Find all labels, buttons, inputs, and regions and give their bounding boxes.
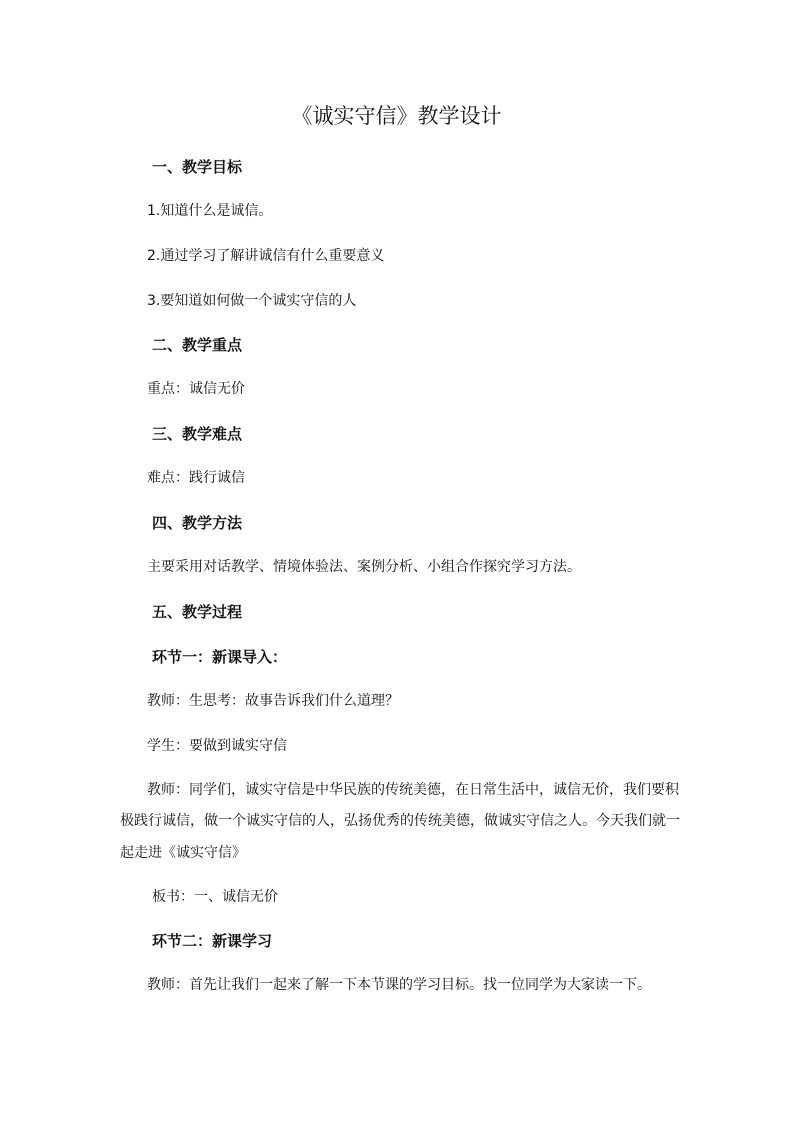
section-heading-methods: 四、教学方法 (152, 514, 243, 532)
goal-item-3: 3.要知道如何做一个诚实守信的人 (147, 293, 357, 309)
step2-teacher-text: 教师：首先让我们一起来了解一下本节课的学习目标。找一位同学为大家读一下。 (147, 977, 651, 993)
section-heading-key-points: 二、教学重点 (152, 336, 243, 354)
step1-heading: 环节一：新课导入： (152, 648, 288, 666)
document-title: 《诚实守信》教学设计 (291, 104, 502, 128)
section-heading-difficulties: 三、教学难点 (152, 425, 243, 443)
step1-teacher-para-line-1: 教师：同学们，诚实守信是中华民族的传统美德，在日常生活中，诚信无价，我们要积 (147, 782, 679, 798)
step1-teacher-question: 教师：生思考：故事告诉我们什么道理？ (147, 693, 399, 709)
section-heading-goals: 一、教学目标 (152, 158, 243, 176)
goal-item-2: 2.通过学习了解讲诚信有什么重要意义 (147, 248, 385, 264)
step1-board-note: 板书：一、诚信无价 (152, 889, 278, 905)
methods-text: 主要采用对话教学、情境体验法、案例分析、小组合作探究学习方法。 (147, 559, 581, 575)
difficulties-text: 难点：践行诚信 (147, 470, 245, 486)
section-heading-process: 五、教学过程 (152, 603, 243, 621)
step1-teacher-para-line-2: 极践行诚信，做一个诚实守信的人，弘扬优秀的传统美德，做诚实守信之人。今天我们就一 (120, 813, 680, 829)
step1-teacher-para-line-3: 起走进《诚实守信》 (120, 845, 246, 861)
key-points-text: 重点：诚信无价 (147, 381, 245, 397)
step2-heading: 环节二：新课学习 (152, 932, 273, 950)
step1-student-answer: 学生：要做到诚实守信 (147, 738, 287, 754)
goal-item-1: 1.知道什么是诚信。 (147, 203, 273, 219)
